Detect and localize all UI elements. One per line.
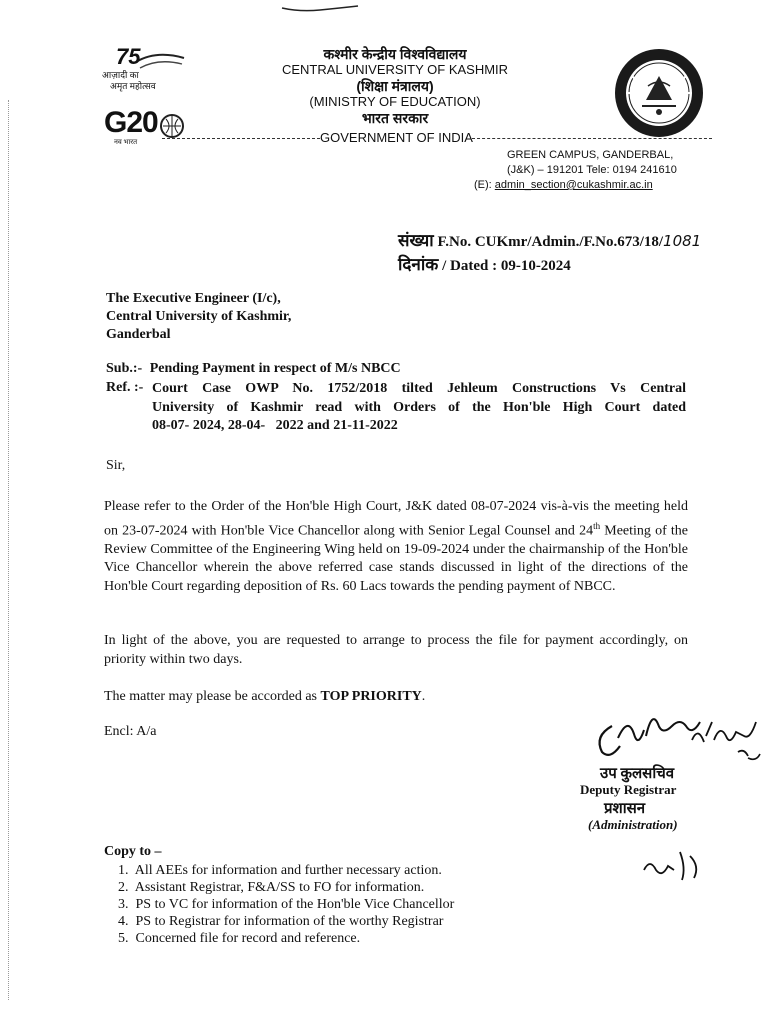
body-paragraph-3-suffix: . — [421, 689, 426, 704]
ref-label: Ref. :- — [106, 380, 144, 395]
body-paragraph-2: In light of the above, you are requested to arrange to process the file for payment accordingly, on priority within two days. — [104, 633, 688, 667]
top-priority-text: TOP PRIORITY — [320, 689, 422, 704]
ref-text-line-1: Court Case OWP No. 1752/2018 tilted Jehleum Constructions Vs Central — [152, 381, 686, 396]
reference-date — [398, 252, 571, 275]
ministry-name-english: (MINISTRY OF EDUCATION) — [309, 94, 481, 109]
left-logo-g20: G20 — [104, 106, 158, 139]
ref-text-line-3: 08-07- 2024, 28-04- 2022 and 21-11-2022 — [152, 418, 398, 433]
list-item: 1. All AEEs for information and further necessary action. — [118, 863, 442, 878]
government-name-english: GOVERNMENT OF INDIA — [320, 130, 473, 145]
reference-date-text: / Dated : 09-10-2024 — [442, 258, 571, 274]
signatory-title-hindi: उप कुलसचिव — [600, 766, 675, 782]
body-paragraph-3-prefix: The matter may please be accorded as — [104, 689, 321, 704]
body-paragraph-1-part-a: Please refer to the Order of the Hon'ble High Court, J&K dated 08-07-2024 vis-à-vis the meeting held on 23-07-2024 with Hon'ble Vice Chancellor along with Senior Legal Counsel and 24 — [104, 499, 688, 539]
list-item: 3. PS to VC for information of the Hon'ble Vice Chancellor — [118, 897, 455, 912]
list-item: 5. Concerned file for record and reference. — [118, 931, 361, 946]
address-line-2: (J&K) – 191201 Tele: 0194 241610 — [507, 164, 677, 176]
signatory-dept-english: (Administration) — [588, 817, 678, 832]
left-logo-hindi-line1: आज़ादी का — [102, 70, 139, 80]
university-name-english: CENTRAL UNIVERSITY OF KASHMIR — [281, 62, 509, 77]
salutation: Sir, — [106, 458, 126, 473]
subject-text: Pending Payment in respect of M/s NBCC — [149, 361, 401, 376]
enclosure: Encl: A/a — [104, 724, 157, 739]
government-name-hindi: भारत सरकार — [361, 110, 429, 126]
scan-mark — [280, 2, 360, 16]
left-margin-scan-line — [8, 100, 9, 1000]
address-block — [474, 148, 714, 193]
reference-number — [398, 228, 701, 251]
reference-number-text: F.No. CUKmr/Admin./F.No.673/18/ — [437, 234, 664, 250]
copy-to-heading: Copy to – — [104, 844, 162, 859]
left-logo-top-number: 75 — [116, 44, 141, 69]
addressee-line-1: The Executive Engineer (I/c), — [106, 291, 281, 306]
letterhead-title — [230, 46, 560, 126]
ref-text-line-2: University of Kashmir read with Orders of the Hon'ble High Court dated — [152, 399, 686, 415]
university-seal — [612, 46, 706, 140]
body-paragraph-1 — [104, 498, 688, 596]
left-logo — [96, 42, 192, 150]
signatory-dept-hindi: प्रशासन — [604, 801, 646, 817]
signatory-title-english: Deputy Registrar — [580, 782, 677, 797]
reference-date-hindi: दिनांक — [398, 255, 439, 274]
addressee-line-3: Ganderbal — [106, 327, 171, 342]
initials-mark — [640, 848, 712, 884]
header-rule-left — [162, 138, 320, 139]
email-address: admin_section@cukashmir.ac.in — [494, 179, 653, 191]
ref-text — [152, 380, 686, 436]
left-logo-hindi-line2: अमृत महोत्सव — [110, 81, 156, 91]
ministry-name-hindi: (शिक्षा मंत्रालय) — [356, 78, 434, 94]
body-paragraph-1-part-b: Meeting of the Review Committee of the Engineering Wing held on 19-09-2024 under the chairmanship of the Hon'ble Vice Chancellor wherein the above referred case stands discussed in light of the directions of the Hon'ble Court regarding deposition of Rs. 60 Lacs towards the pending payment of NBCC. — [104, 523, 688, 594]
email-line — [474, 178, 714, 193]
left-logo-bottom: नव भारत — [114, 138, 138, 146]
reference-number-handwritten: 1081 — [663, 232, 702, 250]
copy-to-list — [118, 862, 454, 947]
list-item: 4. PS to Registrar for information of the worthy Registrar — [118, 914, 444, 929]
addressee-block — [106, 290, 291, 344]
list-item: 2. Assistant Registrar, F&A/SS to FO for information. — [118, 880, 425, 895]
address-line-1: GREEN CAMPUS, GANDERBAL, — [507, 149, 674, 161]
body-paragraph-1-sup: th — [593, 520, 601, 531]
reference-number-hindi: संख्या — [398, 231, 434, 250]
subject-line — [106, 361, 401, 377]
addressee-line-2: Central University of Kashmir, — [106, 309, 292, 324]
body-paragraph-3 — [104, 689, 425, 705]
subject-label: Sub.:- — [106, 361, 143, 376]
university-name-hindi: कश्मीर केन्द्रीय विश्वविद्यालय — [323, 46, 467, 62]
email-prefix: (E): — [474, 179, 492, 191]
